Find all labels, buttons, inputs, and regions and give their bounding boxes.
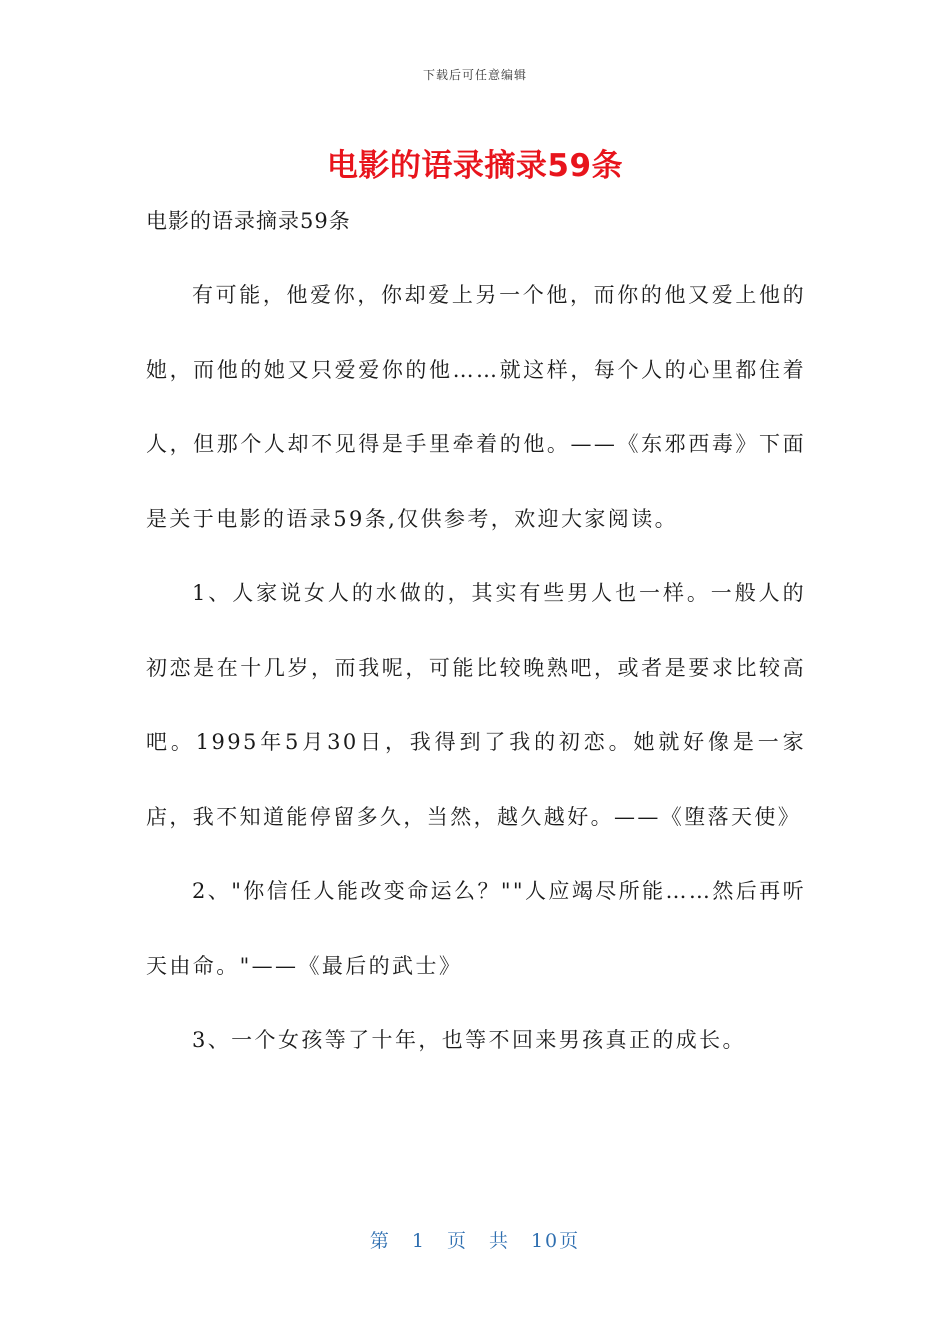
document-body xyxy=(146,258,806,1078)
page-number-footer: 第 1 页 共 10页 xyxy=(369,1230,581,1252)
paragraph-quote-1: 1、人家说女人的水做的，其实有些男人也一样。一般人的初恋是在十几岁，而我呢，可能比较晚熟吧，或者是要求比较高吧。1995年5月30日，我得到了我的初恋。她就好像是一家店，我不知道能停留多久，当然，越久越好。——《堕落天使》 xyxy=(146,581,806,829)
paragraph-quote-2: 2、"你信任人能改变命运么？""人应竭尽所能……然后再听天由命。"——《最后的武士》 xyxy=(146,879,806,978)
paragraph-quote-3: 3、一个女孩等了十年，也等不回来男孩真正的成长。 xyxy=(192,1028,746,1052)
document-subtitle: 电影的语录摘录59条 xyxy=(146,209,351,233)
document-title: 电影的语录摘录59条 xyxy=(326,148,624,184)
header-note: 下载后可任意编辑 xyxy=(422,68,527,82)
paragraph-intro: 有可能，他爱你，你却爱上另一个他，而你的他又爱上他的她，而他的她又只爱爱你的他……就这样，每个人的心里都住着人，但那个人却不见得是手里牵着的他。——《东邪西毒》下面是关于电影的语录59条,仅供参考，欢迎大家阅读。 xyxy=(146,283,806,531)
